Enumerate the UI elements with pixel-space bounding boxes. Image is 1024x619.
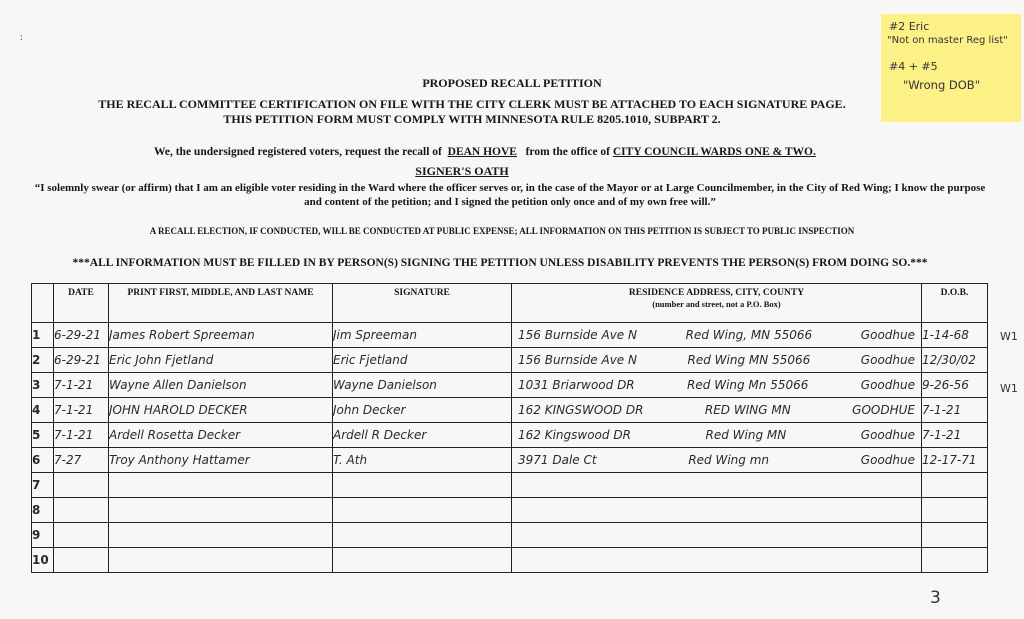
address-county: Goodhue [860, 353, 915, 367]
row-signature: Wayne Danielson [333, 373, 512, 398]
row-address [512, 548, 922, 573]
row-name: Ardell Rosetta Decker [109, 423, 333, 448]
row-name: Eric John Fjetland [109, 348, 333, 373]
row-signature [333, 523, 512, 548]
row-address [512, 423, 922, 448]
signature-table [31, 283, 988, 573]
row-signature: T. Ath [333, 448, 512, 473]
note-line-1: #2 Eric [889, 20, 930, 33]
table-row [32, 398, 988, 423]
table-row [32, 473, 988, 498]
row-dob [922, 523, 988, 548]
address-street: 162 Kingswood DR [518, 428, 631, 442]
address-street: 156 Burnside Ave N [518, 328, 637, 342]
row-signature [333, 498, 512, 523]
row-number: 7 [32, 473, 54, 498]
col-signature: SIGNATURE [333, 284, 512, 323]
address-city: RED WING MN [704, 403, 791, 417]
row-address [512, 498, 922, 523]
row-date: 7-1-21 [54, 423, 109, 448]
recall-request [154, 146, 816, 158]
address-parts [512, 353, 921, 367]
row-address [512, 473, 922, 498]
oath-heading: SIGNER'S OATH [415, 164, 509, 178]
col-name: PRINT FIRST, MIDDLE, AND LAST NAME [109, 284, 333, 323]
row-dob: 7-1-21 [922, 398, 988, 423]
row-name: Wayne Allen Danielson [109, 373, 333, 398]
ward-mark: W1 [1000, 330, 1018, 343]
row-address [512, 323, 922, 348]
col-date: DATE [54, 284, 109, 323]
table-row [32, 373, 988, 398]
row-dob [922, 498, 988, 523]
row-signature [333, 473, 512, 498]
address-parts [512, 428, 921, 442]
row-dob [922, 473, 988, 498]
row-signature: Eric Fjetland [333, 348, 512, 373]
row-date [54, 498, 109, 523]
request-prefix: We, the undersigned registered voters, request the recall of [154, 146, 442, 158]
address-street: 3971 Dale Ct [518, 453, 597, 467]
address-parts [512, 453, 921, 467]
office-name: CITY COUNCIL WARDS ONE & TWO. [612, 146, 816, 158]
row-address [512, 523, 922, 548]
address-street: 162 KINGSWOOD DR [518, 403, 644, 417]
oath-text: “I solemnly swear (or affirm) that I am an eligible voter residing in the Ward where the officer serves or, in the case of the Mayor or at Large Councilmember, in the City of Red Wing; I know the purpose and content of the petition; and I signed the petition only once and of my own free will.” [34, 182, 986, 208]
row-date [54, 548, 109, 573]
address-city: Red Wing MN [705, 428, 787, 442]
certification-line-2: THIS PETITION FORM MUST COMPLY WITH MINNESOTA RULE 8205.1010, SUBPART 2. [223, 112, 721, 126]
col-address-sub: (number and street, not a P.O. Box) [652, 299, 781, 309]
row-name [109, 498, 333, 523]
row-number: 4 [32, 398, 54, 423]
row-number: 8 [32, 498, 54, 523]
request-middle: from the office of [525, 146, 610, 158]
address-city: Red Wing MN 55066 [687, 353, 811, 367]
page-number: 3 [930, 588, 941, 608]
address-city: Red Wing Mn 55066 [687, 378, 809, 392]
row-date: 6-29-21 [54, 323, 109, 348]
note-line-2: "Not on master Reg list" [887, 35, 1008, 46]
col-address-title: RESIDENCE ADDRESS, CITY, COUNTY [628, 288, 805, 298]
row-name [109, 473, 333, 498]
row-number: 1 [32, 323, 54, 348]
table-row [32, 448, 988, 473]
address-street: 156 Burnside Ave N [518, 353, 637, 367]
row-address [512, 348, 922, 373]
address-county: Goodhue [860, 453, 915, 467]
public-notice: A RECALL ELECTION, IF CONDUCTED, WILL BE CONDUCTED AT PUBLIC EXPENSE; ALL INFORMATION ON THIS PETITION IS SUBJECT TO PUBLIC INSPECTION [149, 226, 855, 236]
row-dob: 9-26-56 [922, 373, 988, 398]
row-signature: Ardell R Decker [333, 423, 512, 448]
table-row [32, 423, 988, 448]
row-dob [922, 548, 988, 573]
note-line-3: #4 + #5 [889, 60, 938, 73]
row-date: 7-1-21 [54, 398, 109, 423]
row-date [54, 473, 109, 498]
row-name: JOHN HAROLD DECKER [109, 398, 333, 423]
ward-mark: W1 [1000, 382, 1018, 395]
row-name [109, 548, 333, 573]
row-date: 7-1-21 [54, 373, 109, 398]
table-header-row [32, 284, 988, 323]
address-parts [512, 378, 921, 392]
row-name: Troy Anthony Hattamer [109, 448, 333, 473]
col-dob: D.O.B. [922, 284, 988, 323]
row-name: James Robert Spreeman [109, 323, 333, 348]
address-county: Goodhue [860, 428, 915, 442]
row-date: 6-29-21 [54, 348, 109, 373]
address-county: Goodhue [860, 378, 915, 392]
all-info-notice: ***ALL INFORMATION MUST BE FILLED IN BY PERSON(S) SIGNING THE PETITION UNLESS DISABILITY PREVENTS THE PERSON(S) FROM DOING SO.*** [72, 257, 928, 269]
row-address [512, 373, 922, 398]
col-address [512, 284, 922, 323]
row-number: 10 [32, 548, 54, 573]
address-city: Red Wing mn [688, 453, 770, 467]
address-parts [512, 403, 921, 417]
row-number: 6 [32, 448, 54, 473]
table-row [32, 348, 988, 373]
row-address [512, 398, 922, 423]
row-dob: 12-17-71 [922, 448, 988, 473]
address-county: Goodhue [860, 328, 915, 342]
certification-line-1: THE RECALL COMMITTEE CERTIFICATION ON FILE WITH THE CITY CLERK MUST BE ATTACHED TO EACH SIGNATURE PAGE. [98, 97, 846, 111]
col-num [32, 284, 54, 323]
row-date [54, 523, 109, 548]
row-number: 5 [32, 423, 54, 448]
row-signature: Jim Spreeman [333, 323, 512, 348]
margin-marks: : [20, 32, 24, 43]
address-city: Red Wing, MN 55066 [685, 328, 813, 342]
row-date: 7-27 [54, 448, 109, 473]
note-line-4: "Wrong DOB" [903, 78, 980, 92]
table-row [32, 498, 988, 523]
row-signature: John Decker [333, 398, 512, 423]
table-row [32, 548, 988, 573]
row-address [512, 448, 922, 473]
row-dob: 12/30/02 [922, 348, 988, 373]
row-name [109, 523, 333, 548]
table-row [32, 323, 988, 348]
row-signature [333, 548, 512, 573]
row-number: 2 [32, 348, 54, 373]
petition-title: PROPOSED RECALL PETITION [422, 76, 602, 90]
address-county: GOODHUE [852, 403, 915, 417]
address-street: 1031 Briarwood DR [518, 378, 635, 392]
row-dob: 7-1-21 [922, 423, 988, 448]
address-parts [512, 328, 921, 342]
row-dob: 1-14-68 [922, 323, 988, 348]
table-row [32, 523, 988, 548]
official-name: DEAN HOVE [447, 146, 517, 158]
row-number: 9 [32, 523, 54, 548]
row-number: 3 [32, 373, 54, 398]
